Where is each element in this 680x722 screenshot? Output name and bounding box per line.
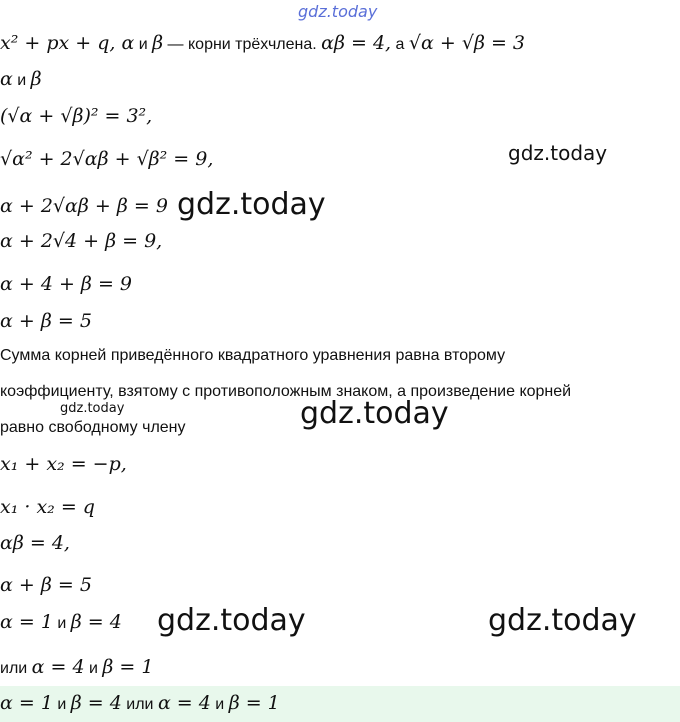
math: β = 4: [70, 611, 122, 633]
equation-substitute: α + 2√4 + β = 9,: [0, 230, 163, 252]
vieta-text-1: Сумма корней приведённого квадратного уравнения равна второму: [0, 347, 506, 364]
vieta-sum: x₁ + x₂ = −p,: [0, 453, 127, 475]
math: β = 1: [228, 692, 280, 714]
vieta-text-3: равно свободному члену: [0, 419, 186, 436]
math: β: [30, 68, 42, 90]
math: α = 4: [31, 656, 85, 678]
equation-sum: α + 4 + β = 9: [0, 273, 132, 295]
text: или: [0, 660, 32, 677]
text: и: [52, 696, 71, 713]
variables-line: [0, 66, 42, 94]
text: и: [52, 615, 71, 632]
watermark-top: gdz.today: [298, 2, 378, 21]
watermark: gdz.today: [300, 396, 449, 431]
math: αβ = 4,: [321, 32, 392, 54]
text: — корни трёхчлена.: [163, 36, 322, 53]
final-answer: [0, 690, 280, 718]
text: и: [134, 36, 153, 53]
math: α: [0, 68, 13, 90]
math: √α + √β = 3: [408, 32, 526, 54]
math: α = 4: [157, 692, 211, 714]
math: α = 1: [0, 692, 53, 714]
watermark: gdz.today: [157, 603, 306, 638]
math: β = 4: [70, 692, 122, 714]
watermark: gdz.today: [177, 187, 326, 222]
watermark: gdz.today: [488, 603, 637, 638]
watermark: gdz.today: [60, 401, 125, 416]
condition-line: [0, 30, 525, 58]
math: β: [152, 32, 164, 54]
math: x² + px + q, α: [0, 32, 135, 54]
vieta-text-2: коэффициенту, взятому с противоположным знаком, а произведение корней: [0, 383, 572, 400]
watermark: gdz.today: [508, 141, 608, 165]
solution-1: [0, 609, 122, 637]
solution-2: [0, 654, 153, 682]
math: β = 1: [102, 656, 154, 678]
text: а: [391, 36, 409, 53]
math: α = 1: [0, 611, 53, 633]
text: или: [121, 696, 158, 713]
vieta-product: x₁ · x₂ = q: [0, 496, 95, 518]
equation-simplify: α + 2√αβ + β = 9: [0, 195, 168, 217]
text: и: [210, 696, 229, 713]
equation-expand: √α² + 2√αβ + √β² = 9,: [0, 148, 214, 170]
equation-square: (√α + √β)² = 3²,: [0, 105, 153, 127]
sum-value: α + β = 5: [0, 574, 92, 596]
text: и: [12, 72, 31, 89]
product-value: αβ = 4,: [0, 532, 70, 554]
equation-result: α + β = 5: [0, 310, 92, 332]
text: и: [84, 660, 103, 677]
